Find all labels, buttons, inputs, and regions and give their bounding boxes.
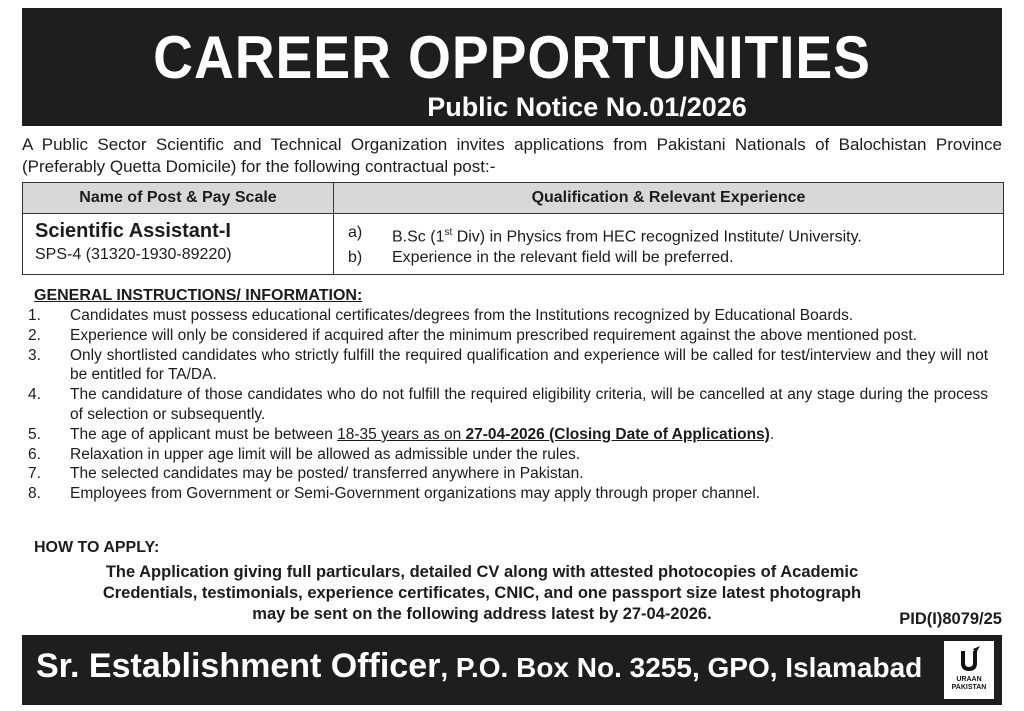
office-title: Sr. Establishment Officer <box>36 647 441 685</box>
posts-table <box>22 182 1004 275</box>
po-box-address: , P.O. Box No. 3255, GPO, Islamabad <box>440 652 923 683</box>
table-row <box>23 214 1004 275</box>
closing-date: 27-04-2026 (Closing Date of Applications) <box>465 425 770 443</box>
qualification-b-text: Experience in the relevant field will be preferred. <box>392 249 734 267</box>
uraan-pakistan-logo <box>944 641 994 699</box>
logo-text: PAKISTAN <box>951 684 987 691</box>
logo-mark-icon <box>955 645 983 675</box>
table-header-row <box>23 183 1004 214</box>
item-text: Experience will only be considered if acquired after the minimum prescribed requirement against the above mentioned post. <box>70 326 917 344</box>
pid-number: PID(I)8079/25 <box>899 610 1002 628</box>
item-text: Relaxation in upper age limit will be allowed as admissible under the rules. <box>70 445 581 463</box>
qualification-marker: a) <box>348 224 363 241</box>
superscript: st <box>444 227 453 238</box>
item-text: Employees from Government or Semi-Government organizations may apply through proper channel. <box>70 485 761 503</box>
instructions-heading-text: GENERAL INSTRUCTIONS/ INFORMATION: <box>34 287 363 304</box>
page-title: CAREER OPPORTUNITIES <box>153 24 871 91</box>
qualification-a-text-rest: Div) in Physics from HEC recognized Institute/ University. <box>452 228 862 246</box>
address <box>36 647 922 686</box>
list-item <box>28 346 988 386</box>
column-header-qualification: Qualification & Relevant Experience <box>334 183 1004 214</box>
post-pay-scale: SPS-4 (31320-1930-89220) <box>35 246 232 263</box>
how-to-apply-heading: HOW TO APPLY: <box>34 539 160 556</box>
age-range: 18-35 years as on <box>337 425 466 443</box>
period: . <box>769 425 775 443</box>
item-number: 3. <box>28 346 41 364</box>
apply-line: The Application giving full particulars, detailed CV along with attested photocopies of Academic <box>105 563 859 581</box>
qualification-a <box>348 222 993 247</box>
list-item <box>28 306 988 326</box>
list-item <box>28 464 988 484</box>
header-banner <box>22 8 1002 126</box>
list-item <box>28 326 988 346</box>
footer-banner <box>22 635 1002 705</box>
item-text <box>70 425 988 445</box>
item-number: 2. <box>28 326 41 344</box>
item-number: 4. <box>28 386 41 404</box>
list-item <box>28 425 988 445</box>
item-number: 7. <box>28 465 41 483</box>
item-number: 5. <box>28 425 41 443</box>
column-header-post: Name of Post & Pay Scale <box>23 183 334 214</box>
item-number: 8. <box>28 485 41 503</box>
qualification-marker: b) <box>348 249 363 267</box>
list-item <box>28 445 988 465</box>
item-text: Candidates must possess educational certificates/degrees from the Institutions recognized by Educational Boards. <box>70 307 854 324</box>
item-number: 6. <box>28 445 41 463</box>
item-text: The candidature of those candidates who do not fulfill the required eligibility criteria, will be cancelled at any stage during the process of selection or subsequently. <box>70 386 988 423</box>
item-text: The selected candidates may be posted/ transferred anywhere in Pakistan. <box>70 465 584 483</box>
apply-line: may be sent on the following address latest by 27-04-2026. <box>252 605 712 623</box>
apply-instructions <box>82 562 882 625</box>
instructions-list <box>28 306 988 504</box>
notice-number: Public Notice No.01/2026 <box>427 92 747 122</box>
qualification-b <box>348 247 993 268</box>
post-title: Scientific Assistant-I <box>35 220 231 242</box>
instructions-heading <box>34 287 362 305</box>
list-item <box>28 385 988 425</box>
apply-line: Credentials, testimonials, experience certificates, CNIC, and one passport size latest photograph <box>102 584 862 602</box>
qualification-a-text: B.Sc (1 <box>392 228 445 246</box>
item-number: 1. <box>28 307 41 324</box>
intro-paragraph: A Public Sector Scientific and Technical Organization invites applications from Pakistani Nationals of Balochistan Province (Preferably Quetta Domicile) for the following contractual post:- <box>22 135 1002 176</box>
item-text: Only shortlisted candidates who strictly fulfill the required qualification and experience will be called for test/interview and they will not be entitled for TA/DA. <box>70 346 988 384</box>
logo-text: URAAN <box>956 676 982 683</box>
age-text: The age of applicant must be between <box>70 425 338 443</box>
list-item <box>28 484 988 504</box>
